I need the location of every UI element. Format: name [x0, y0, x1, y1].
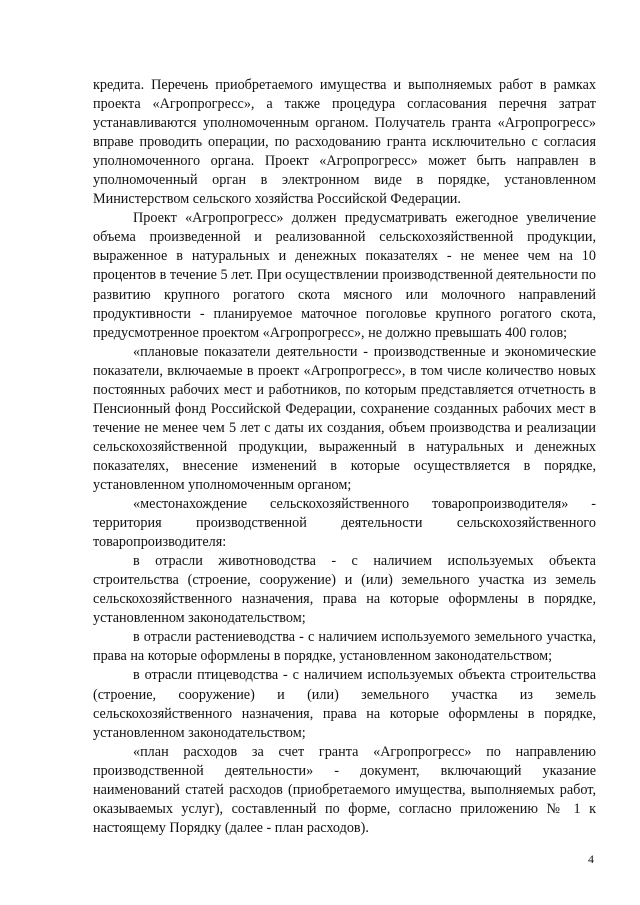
paragraph-crop-sector: в отрасли растениеводства - с наличием используемого земельного участка, права на которые оформлены в порядке, установленном законодательством;: [93, 629, 596, 665]
paragraph-producer-location: «местонахождение сельскохозяйственного товаропроизводителя» - территория производственной деятельности сельскохозяйственного товаропроизводителя:: [93, 496, 596, 551]
paragraph-expense-plan: «план расходов за счет гранта «Агропрогресс» по направлению производственной деятельности» - документ, включающий указание наименований статей расходов (приобретаемого имущества, выполняемых работ, оказываемых услуг), составленный по форме, согласно приложению № 1 к настоящему Порядку (далее - план расходов).: [93, 743, 596, 836]
paragraph-poultry-sector: в отрасли птицеводства - с наличием используемых объекта строительства (строение, сооружение) и (или) земельного участка из земель сельскохозяйственного назначения, права на которые оформлены в порядке, установленном законодательством;: [93, 667, 596, 741]
paragraph-project-requirements: Проект «Агропрогресс» должен предусматривать ежегодное увеличение объема произведенной и реализованной сельскохозяйственной продукции, выраженное в натуральных и денежных показателях - не менее чем на 10 процентов в течение 5 лет. При осуществлении производственной деятельности по развитию крупного рогатого скота мясного или молочного направлений продуктивности - планируемое маточное поголовье крупного рогатого скота, предусмотренное проектом «Агропрогресс», не должно превышать 400 голов;: [93, 210, 596, 341]
paragraph-grant-property-list: кредита. Перечень приобретаемого имущества и выполняемых работ в рамках проекта «Агропрогресс», а также процедура согласования перечня затрат устанавливаются уполномоченным органом. Получатель гранта «Агропрогресс» вправе проводить операции, по расходованию гранта исключительно с согласия уполномоченного органа. Проект «Агропрогресс» может быть направлен в уполномоченный орган в электронном виде в порядке, установленном Министерством сельского хозяйства Российской Федерации.: [93, 77, 596, 208]
page-number: 4: [588, 852, 594, 866]
document-body: [93, 76, 596, 838]
paragraph-planned-indicators: «плановые показатели деятельности - производственные и экономические показатели, включаемые в проект «Агропрогресс», в том числе количество новых постоянных рабочих мест и работников, по которым представляется отчетность в Пенсионный фонд Российской Федерации, сохранение созданных рабочих мест в течение не менее чем 5 лет с даты их создания, объем производства и реализации сельскохозяйственной продукции, выраженный в натуральных и денежных показателях, внесение изменений в которые осуществляется в порядке, установленном уполномоченным органом;: [93, 343, 596, 493]
paragraph-livestock-sector: в отрасли животноводства - с наличием используемых объекта строительства (строение, сооружение) и (или) земельного участка из земель сельскохозяйственного назначения, права на которые оформлены в порядке, установленном законодательством;: [93, 553, 596, 627]
